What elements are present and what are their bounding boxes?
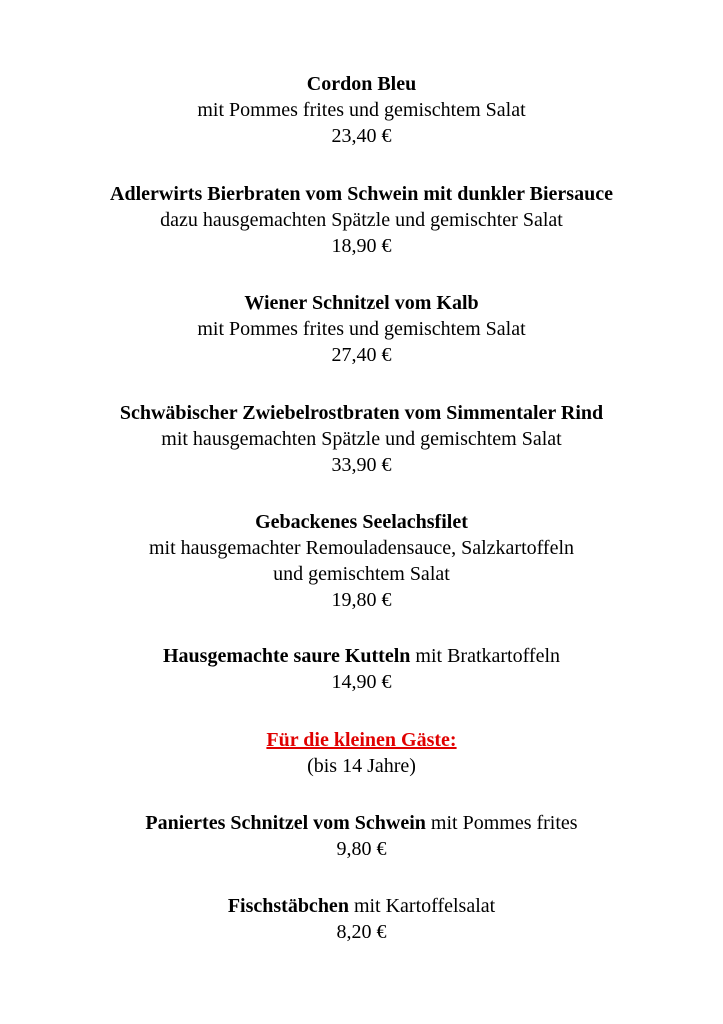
menu-item-price: 8,20 € xyxy=(336,921,387,943)
menu-item-price: 19,80 € xyxy=(331,589,392,611)
menu-item-cordon-bleu xyxy=(0,71,723,149)
menu-item-description: und gemischtem Salat xyxy=(273,563,450,585)
menu-item-title-line xyxy=(0,810,723,836)
menu-item-wiener-schnitzel xyxy=(0,290,723,368)
menu-item-description: dazu hausgemachten Spätzle und gemischter Salat xyxy=(160,209,563,231)
menu-item-description: mit hausgemachten Spätzle und gemischtem Salat xyxy=(161,428,562,450)
menu-item-price: 27,40 € xyxy=(331,344,392,366)
menu-item-title: Paniertes Schnitzel vom Schwein xyxy=(145,812,426,834)
menu-item-title: Schwäbischer Zwiebelrostbraten vom Simmentaler Rind xyxy=(119,402,604,424)
kids-section-header xyxy=(0,727,723,779)
menu-item-price: 9,80 € xyxy=(336,838,387,860)
menu-item-title: Fischstäbchen xyxy=(227,895,349,917)
menu-item-price: 33,90 € xyxy=(331,454,392,476)
menu-item-title-line xyxy=(0,643,723,669)
menu-item-price: 18,90 € xyxy=(331,235,392,257)
kids-item-schnitzel xyxy=(0,810,723,862)
menu-item-title: Cordon Bleu xyxy=(306,73,417,95)
menu-item-zwiebelrostbraten xyxy=(0,400,723,478)
kids-heading: Für die kleinen Gäste: xyxy=(266,729,457,751)
menu-item-price: 14,90 € xyxy=(331,671,392,693)
kids-item-fischstaebchen xyxy=(0,893,723,945)
menu-item-suffix: mit Pommes frites xyxy=(425,812,578,834)
kids-subheading: (bis 14 Jahre) xyxy=(307,755,416,777)
menu-item-suffix: mit Bratkartoffeln xyxy=(410,645,560,667)
menu-item-bierbraten xyxy=(0,181,723,259)
menu-item-description: mit Pommes frites und gemischtem Salat xyxy=(197,318,526,340)
menu-item-title-line xyxy=(0,893,723,919)
menu-item-seelachsfilet xyxy=(0,509,723,613)
menu-item-kutteln xyxy=(0,643,723,695)
menu-item-title: Adlerwirts Bierbraten vom Schwein mit dunkler Biersauce xyxy=(110,183,613,205)
menu-item-title: Hausgemachte saure Kutteln xyxy=(163,645,411,667)
menu-item-description: mit Pommes frites und gemischtem Salat xyxy=(197,99,526,121)
menu-item-description: mit hausgemachter Remouladensauce, Salzkartoffeln xyxy=(148,537,575,559)
menu-item-suffix: mit Kartoffelsalat xyxy=(348,895,496,917)
menu-item-title: Gebackenes Seelachsfilet xyxy=(255,511,468,533)
menu-item-price: 23,40 € xyxy=(331,125,392,147)
menu-item-title: Wiener Schnitzel vom Kalb xyxy=(244,292,479,314)
